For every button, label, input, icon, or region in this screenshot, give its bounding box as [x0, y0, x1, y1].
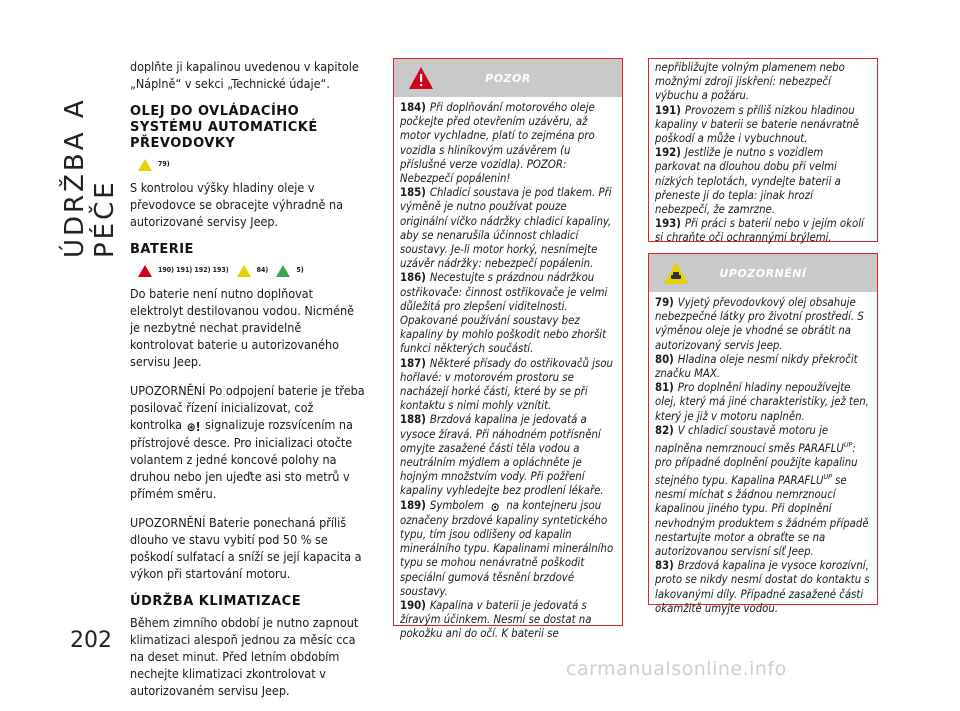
caution-entry: 83) Brzdová kapalina je vysoce korozívní, proto se nikdy nesmí dostat do kontaktu s lakovanými díly. Případné zasažené části okamžitě umyjte vodou.	[655, 559, 870, 615]
environment-icon	[276, 265, 290, 277]
warning-entry: 188) Brzdová kapalina je jedovatá a vysoce žíravá. Při náhodném potřísnění omyjte zasažené části těla vodou a neutrálním mýdlem a opláchněte je hojným množstvím vody. Při požření kapaliny vyhledejte bez prodlení lékaře.	[400, 413, 604, 498]
warning-box-pozor	[393, 58, 623, 641]
warning-entry: 191) Provozem s příliš nízkou hladinou kapaliny v baterii se baterie nenávratně poškodí a může i vybuchnout.	[655, 103, 859, 146]
caution-box-body	[649, 292, 877, 622]
heading-transmission-oil: OLEJ DO OVLÁDACÍHO SYSTÉMU AUTOMATICKÉ PŘEVODOVKY	[130, 104, 318, 151]
battery-paragraph-3: UPOZORNĚNÍ Baterie ponechaná příliš dlouho ve stavu vybití pod 50 % se poškodí sulfatací a sníží se její kapacita a výkon při startování motoru.	[130, 515, 362, 581]
warning-entry: 186) Necestujte s prázdnou nádržkou ostřikovače: činnost ostřikovače je velmi důležitá pro zlepšení viditelnosti. Opakované používání soustavy bez kapaliny by mohlo poškodit nebo zhoršit funkci některých součástí.	[400, 271, 608, 356]
battery-references: 190) 191) 192) 193) 84) 5)	[138, 262, 365, 279]
transmission-paragraph: S kontrolou výšky hladiny oleje v převodovce se obracejte výhradně na autorizované servisy Jeep.	[130, 180, 344, 229]
caution-box-title: UPOZORNĚNÍ	[719, 266, 807, 280]
warning-entry: 184) Při doplňování motorového oleje počkejte před otevřením uzávěru, až motor vychladne, platí to zejména pro vozidla s hliníkovým uzávěrem (u příslušné verze vozidla). POZOR: Nebezpečí popálenin!	[400, 101, 595, 186]
caution-box-header	[649, 254, 877, 292]
warning-entry: 192) Jestliže je nutno s vozidlem parkovat na dlouhou dobu při velmi nízkých teplotách, vyndejte baterii a přeneste ji do tepla: jinak hrozí nebezpečí, že zamrzne.	[655, 146, 841, 217]
chapter-title: ÚDRŽBA A PÉČE	[60, 97, 120, 258]
warning-entry: 187) Některé přísady do ostřikovačů jsou hořlavé: v motorovém prostoru se nacházejí horké části, které by se při kontaktu s nimi mohly vznítit.	[400, 356, 613, 413]
main-column	[130, 58, 365, 711]
warning-entry: 185) Chladicí soustava je pod tlakem. Při výměně je nutno používat pouze originální víčko nádržky chladicí kapaliny, aby se nenarušila účinnost chladicí soustavy. Je-li motor horký, nesnímejte uzávěr nádržky: nebezpečí popálenin.	[400, 186, 612, 271]
brake-fluid-symbol-icon: ⊙	[490, 499, 500, 514]
intro-paragraph: doplňte ji kapalinou uvedenou v kapitole „Náplně“ v sekci „Technické údaje“.	[130, 59, 359, 91]
warning-entry: 190) Kapalina v baterii je jedovatá s žíravým účinkem. Nesmí se dostat na pokožku ani do očí. K baterii se	[400, 598, 592, 641]
transmission-references: 79)	[138, 156, 365, 173]
caution-entry: 80) Hladina oleje nesmí nikdy překročit značku MAX.	[655, 352, 858, 381]
heading-battery: BATERIE	[130, 242, 194, 257]
watermark: carmanualsonline.info	[566, 658, 787, 680]
warning-box-body	[394, 97, 622, 648]
ac-paragraph: Během zimního období je nutno zapnout klimatizaci alespoň jednou za měsíc cca na deset minut. Před letním obdobím nechejte klimatizaci zkontrolovat v autorizovaném servisu Jeep.	[130, 615, 359, 698]
warning-entry: nepřibližujte volným plamenem nebo možnými zdroji jiskření: nebezpečí výbuchu a požáru.	[655, 61, 845, 103]
caution-entry: 79) Vyjetý převodovkový olej obsahuje nebezpečné látky pro životní prostředí. S výměnou oleje je vhodné se obrátit na autorizovaný servis Jeep.	[655, 296, 864, 352]
caution-entry: 82) V chladicí soustavě motoru je naplněna nemrznoucí směs $PARAFLU^{UP}$: pro případné doplnění použijte kapalinu stejného typu. Kapalina $PARAFLU^{UP}$ se nesmí míchat s žádnou nemrznoucí kapalinou jiného typu. Při doplnění nevhodným produktem s žádném případě nestartujte motor a obraťte se na autorizovanou servisní síť Jeep.	[655, 423, 869, 558]
caution-icon	[138, 159, 152, 171]
caution-car-icon	[663, 261, 689, 285]
caution-icon	[237, 265, 251, 277]
caution-entry: 81) Pro doplnění hladiny nepoužívejte olej, který má jiné charakteristiky, jež ten, který je již v motoru naplněn.	[655, 381, 869, 423]
page-number: 202	[70, 628, 112, 653]
warning-entry: 193) Při práci s baterií nebo v jejím okolí si chraňte oči ochrannými brýlemi.	[655, 217, 864, 245]
warning-box-continued	[648, 58, 878, 245]
danger-icon	[138, 265, 152, 277]
caution-box-upozorneni	[648, 253, 878, 615]
warning-box-header	[394, 59, 622, 97]
warning-box-continued-body	[649, 59, 877, 252]
heading-air-conditioning: ÚDRŽBA KLIMATIZACE	[130, 594, 302, 609]
warning-entry: 189) Symbolem ⊙ na kontejneru jsou označeny brzdové kapaliny syntetického typu, tím jsou odlišeny od kapalin minerálního typu. Kapalinami minerálního typu se mohou nenávratně poškodit speciální gumová těsnění brzdové soustavy.	[400, 498, 614, 598]
danger-triangle-icon	[408, 66, 434, 90]
battery-paragraph-2: UPOZORNĚNÍ Po odpojení baterie je třeba posilovač řízení inicializovat, což kontrolka ⊛! signalizuje rozsvícením na přístrojové desce. Pro inicializaci otočte volantem z jedné koncové polohy na druhou nebo jen ujeďte asi sto metrů v přímém směru.	[130, 383, 365, 501]
warning-box-title: POZOR	[485, 71, 531, 85]
battery-paragraph-1: Do baterie není nutno doplňovat elektrolyt destilovanou vodou. Nicméně je nezbytné nechat pravidelně kontrolovat baterie u autorizovaného servisu Jeep.	[130, 286, 355, 369]
power-steering-warning-icon: ⊛!	[186, 420, 201, 434]
